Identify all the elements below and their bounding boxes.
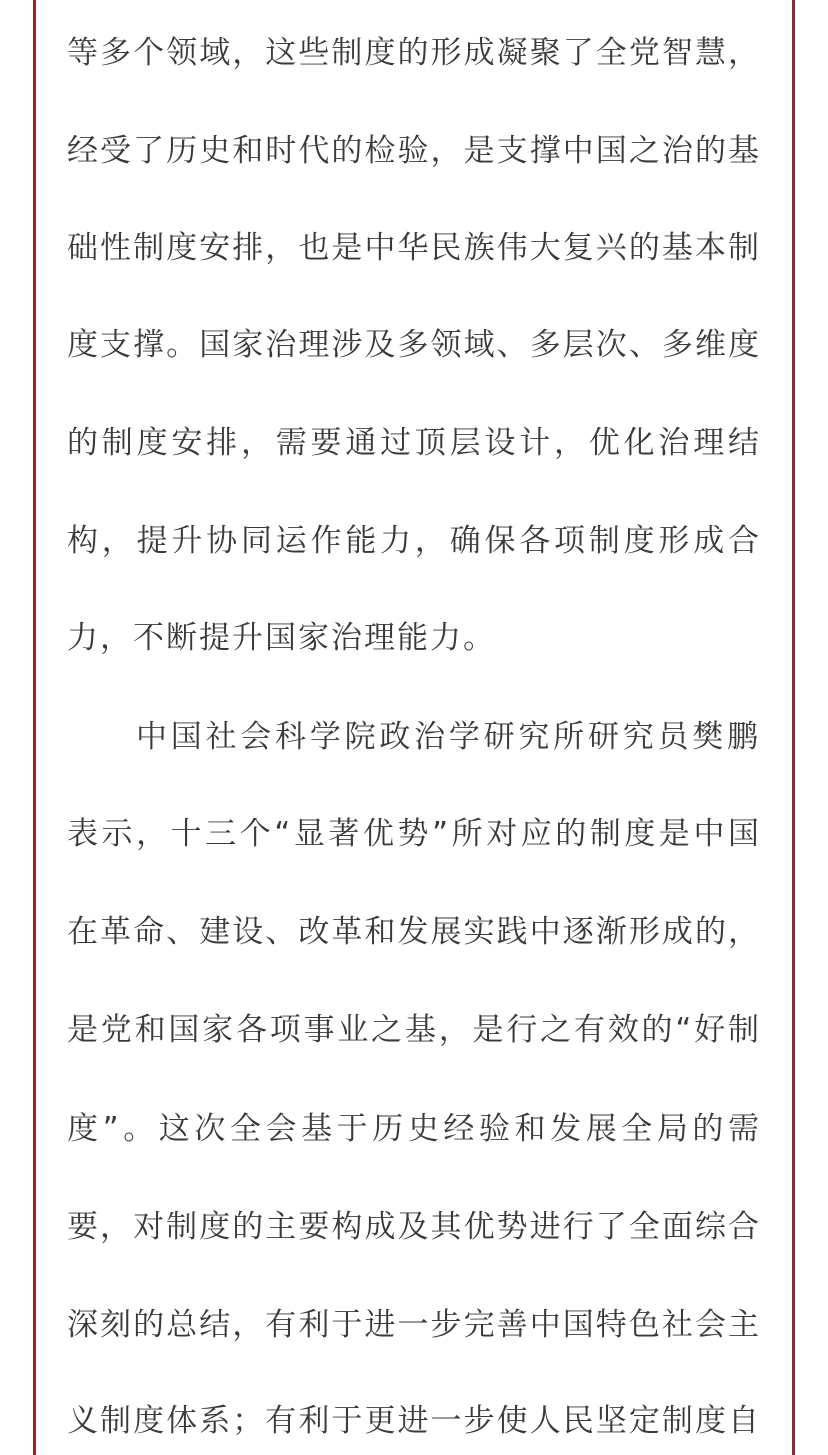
paragraph-1-line-7: 力，不断提升国家治理能力。	[67, 620, 496, 656]
paragraph-1-line-5: 的制度安排，需要通过顶层设计，优化治理结	[67, 425, 759, 461]
paragraph-2-line-1: 中国社会科学院政治学研究所研究员樊鹏	[136, 719, 758, 755]
paragraph-1-line-2: 经受了历史和时代的检验，是支撑中国之治的基	[67, 133, 759, 169]
paragraph-2-line-3: 在革命、建设、改革和发展实践中逐渐形成的，	[67, 914, 759, 950]
paragraph-2-line-7: 深刻的总结，有利于进一步完善中国特色社会主	[67, 1307, 759, 1343]
paragraph-2-line-5: 度”。这次全会基于历史经验和发展全局的需	[67, 1111, 759, 1147]
paragraph-1-line-3: 础性制度安排，也是中华民族伟大复兴的基本制	[67, 230, 759, 266]
paragraph-2-line-6: 要，对制度的主要构成及其优势进行了全面综合	[67, 1209, 759, 1245]
paragraph-2-line-4: 是党和国家各项事业之基，是行之有效的“好制	[67, 1012, 759, 1048]
paragraph-1-line-6: 构，提升协同运作能力，确保各项制度形成合	[67, 523, 759, 559]
paragraph-1-line-1: 等多个领域，这些制度的形成凝聚了全党智慧，	[67, 35, 759, 71]
paragraph-1-line-4: 度支撑。国家治理涉及多领域、多层次、多维度	[67, 327, 759, 363]
paragraph-2-line-8: 义制度体系；有利于更进一步使人民坚定制度自	[67, 1403, 759, 1439]
paragraph-2-line-2: 表示，十三个“显著优势”所对应的制度是中国	[67, 816, 759, 852]
